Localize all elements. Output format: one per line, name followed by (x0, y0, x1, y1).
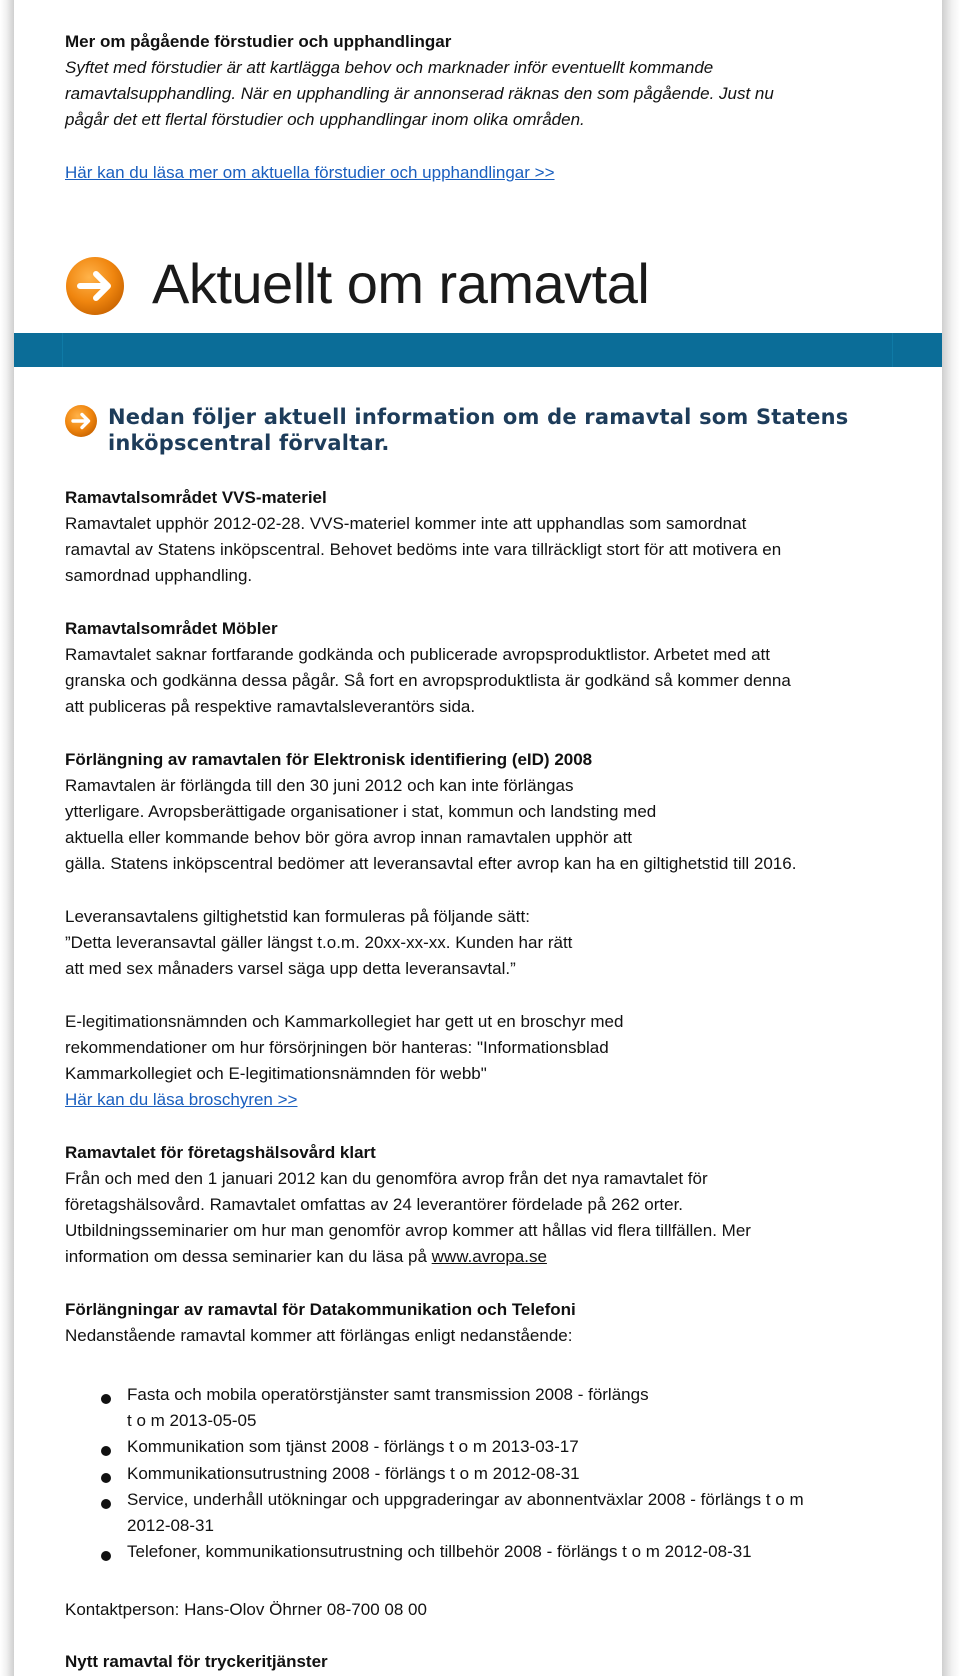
banner-intro-line: Nedan följer aktuell information om de ramavtal som Statens (108, 405, 849, 429)
list-item (65, 1461, 905, 1487)
arrow-right-circle-icon (64, 255, 126, 317)
vvs-text-line: samordnad upphandling. (65, 566, 253, 585)
vvs-heading: Ramavtalsområdet VVS-materiel (65, 488, 327, 507)
page-shadow-left (0, 0, 14, 1676)
vvs-text-line: ramavtal av Statens inköpscentral. Behovet bedöms inte vara tillräckligt stort för att motivera en (65, 540, 782, 559)
broschyr-text-line: Kammarkollegiet och E-legitimationsnämnden för webb" (65, 1064, 487, 1083)
mobler-heading: Ramavtalsområdet Möbler (65, 619, 278, 638)
eid-text-line: ytterligare. Avropsberättigade organisationer i stat, kommun och landsting med (65, 802, 657, 821)
eid-heading: Förlängning av ramavtalen för Elektronisk identifiering (eID) 2008 (65, 750, 593, 769)
giltighet-text-line: Leveransavtalens giltighetstid kan formuleras på följande sätt: (65, 907, 530, 926)
halsovard-text-prefix: information om dessa seminarier kan du läsa på (65, 1247, 432, 1266)
arrow-right-circle-small-icon (64, 404, 98, 438)
mobler-text-line: Ramavtalet saknar fortfarande godkända och publicerade avropsproduktlistor. Arbetet med att (65, 645, 770, 664)
halsovard-heading: Ramavtalet för företagshälsovård klart (65, 1143, 376, 1162)
broschyr-text-line: rekommendationer om hur försörjningen bör hanteras: "Informationsblad (65, 1038, 609, 1057)
mobler-text-line: granska och godkänna dessa pågår. Så fort en avropsproduktlista är godkänd så kommer denna (65, 671, 791, 690)
vvs-text-line: Ramavtalet upphör 2012-02-28. VVS-materiel kommer inte att upphandlas som samordnat (65, 514, 747, 533)
forstudier-read-more-link[interactable]: Här kan du läsa mer om aktuella förstudier och upphandlingar >> (65, 163, 555, 182)
list-item-text: Kommunikation som tjänst 2008 - förlängs t o m 2013-03-17 (127, 1437, 579, 1457)
broschyr-link[interactable]: Här kan du läsa broschyren >> (65, 1090, 298, 1109)
list-item-text: Telefoner, kommunikationsutrustning och tillbehör 2008 - förlängs t o m 2012-08-31 (127, 1542, 752, 1562)
halsovard-text-line (65, 1244, 547, 1270)
banner-intro (108, 404, 868, 456)
halsovard-text-line: företagshälsovård. Ramavtalet omfattas av 24 leverantörer fördelade på 262 orter. (65, 1195, 684, 1214)
list-item-text: t o m 2013-05-05 (127, 1411, 257, 1431)
eid-text-line: aktuella eller kommande behov bör göra avrop innan ramavtalen upphör att (65, 828, 633, 847)
tryck-heading: Nytt ramavtal för tryckeritjänster (65, 1652, 328, 1671)
mobler-text-line: att publiceras på respektive ramavtalsleverantörs sida. (65, 697, 476, 716)
list-item-text: 2012-08-31 (127, 1516, 214, 1536)
forstudier-text-line: Syftet med förstudier är att kartlägga behov och marknader inför eventuellt kommande (65, 58, 714, 77)
giltighet-text-line: att med sex månaders varsel säga upp detta leveransavtal.” (65, 959, 516, 978)
banner-intro-line: inköpscentral förvaltar. (108, 431, 390, 455)
page-shadow-right (942, 0, 960, 1676)
avropa-link[interactable]: www.avropa.se (431, 1247, 547, 1266)
list-item (65, 1539, 905, 1565)
forstudier-heading: Mer om pågående förstudier och upphandlingar (65, 32, 452, 51)
list-item-text: Service, underhåll utökningar och uppgraderingar av abonnentväxlar 2008 - förlängs t o m (127, 1489, 804, 1509)
halsovard-text-line: Från och med den 1 januari 2012 kan du genomföra avrop från det nya ramavtalet för (65, 1169, 708, 1188)
list-item (65, 1434, 905, 1460)
giltighet-text-line: ”Detta leveransavtal gäller längst t.o.m. 20xx-xx-xx. Kunden har rätt (65, 933, 573, 952)
list-item (65, 1487, 905, 1539)
extension-list (65, 1382, 905, 1565)
list-item-text: Kommunikationsutrustning 2008 - förlängs t o m 2012-08-31 (127, 1463, 580, 1483)
forstudier-text-line: pågår det ett flertal förstudier och upphandlingar inom olika områden. (65, 110, 585, 129)
banner-title: Aktuellt om ramavtal (152, 252, 650, 315)
data-heading: Förlängningar av ramavtal för Datakommunikation och Telefoni (65, 1300, 576, 1319)
forstudier-text-line: ramavtalsupphandling. När en upphandling är annonserad räknas den som pågående. Just nu (65, 84, 774, 103)
broschyr-text-line: E-legitimationsnämnden och Kammarkollegiet har gett ut en broschyr med (65, 1012, 624, 1031)
contact-person: Kontaktperson: Hans-Olov Öhrner 08-700 08 00 (65, 1600, 427, 1619)
eid-text-line: Ramavtalen är förlängda till den 30 juni 2012 och kan inte förlängas (65, 776, 574, 795)
data-intro: Nedanstående ramavtal kommer att förlängas enligt nedanstående: (65, 1326, 573, 1345)
halsovard-text-line: Utbildningsseminarier om hur man genomför avrop kommer att hållas vid flera tillfällen. Mer (65, 1221, 751, 1240)
eid-text-line: gälla. Statens inköpscentral bedömer att leveransavtal efter avrop kan ha en giltighetstid till 2016. (65, 854, 797, 873)
section-band (14, 333, 942, 367)
list-item (65, 1382, 905, 1434)
list-item-text: Fasta och mobila operatörstjänster samt transmission 2008 - förlängs (127, 1385, 649, 1404)
